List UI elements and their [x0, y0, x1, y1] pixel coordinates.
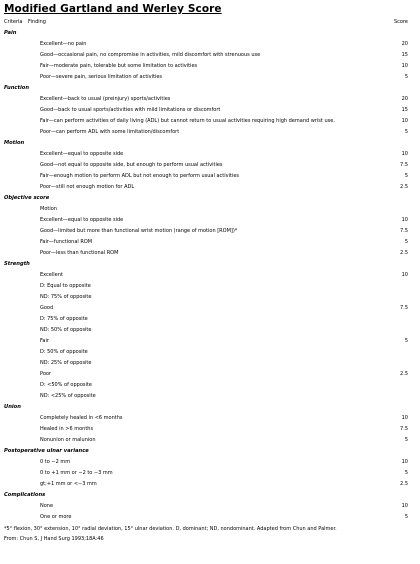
- finding-row: [4, 215, 414, 226]
- finding-text: D: 50% of opposite: [40, 349, 88, 356]
- finding-text: 0 to +1 mm or −2 to −3 mm: [40, 470, 113, 477]
- finding-text: ND: <25% of opposite: [40, 393, 96, 400]
- finding-row: [4, 105, 414, 116]
- finding-score: 10: [401, 118, 408, 125]
- finding-text: gt;+1 mm or <−3 mm: [40, 481, 97, 488]
- finding-score: 2.5: [400, 481, 408, 488]
- finding-score: 5: [404, 514, 408, 521]
- finding-row: [4, 39, 414, 50]
- finding-row: [4, 380, 414, 391]
- finding-text: Fair—moderate pain, tolerable but some limitation to activities: [40, 63, 198, 70]
- footnote: *5° flexion, 30° extension, 10° radial deviation, 15° ulnar deviation. D, dominant; ND, nondominant. Adapted from Chun and Palmer.: [4, 526, 337, 532]
- section-heading: Motion: [4, 140, 25, 146]
- finding-row: [4, 512, 414, 523]
- section-heading: Objective score: [4, 195, 50, 201]
- finding-text: Fair—functional ROM: [40, 239, 93, 246]
- finding-row: [4, 336, 414, 347]
- finding-text: Fair—enough motion to perform ADL but not enough to perform usual activities: [40, 173, 239, 180]
- finding-text: Completely healed in <6 months: [40, 415, 123, 422]
- finding-score: 10: [401, 272, 408, 279]
- finding-row: [4, 391, 414, 402]
- finding-score: 7.5: [400, 162, 408, 169]
- finding-row: [4, 270, 414, 281]
- finding-score: 7.5: [400, 305, 408, 312]
- finding-score: 5: [404, 338, 408, 345]
- finding-score: 2.5: [400, 184, 408, 191]
- finding-row: [4, 347, 414, 358]
- finding-score: 20: [401, 96, 408, 103]
- finding-text: Good—limited but more than functional wrist motion (range of motion [ROM])*: [40, 228, 238, 235]
- finding-row: [4, 50, 414, 61]
- finding-score: 5: [404, 129, 408, 136]
- section-heading: Function: [4, 85, 30, 91]
- criteria-header: Criteria: [4, 19, 23, 25]
- finding-score: 5: [404, 239, 408, 246]
- score-header: Score: [393, 19, 408, 25]
- finding-row: [4, 413, 414, 424]
- finding-text: ND: 50% of opposite: [40, 327, 92, 334]
- finding-text: D: 75% of opposite: [40, 316, 88, 323]
- finding-score: 5: [404, 437, 408, 444]
- finding-text: Excellent—equal to opposite side: [40, 151, 124, 158]
- finding-score: 10: [401, 151, 408, 158]
- score-sections: [4, 28, 414, 523]
- finding-text: Excellent—equal to opposite side: [40, 217, 124, 224]
- finding-text: ND: 25% of opposite: [40, 360, 92, 367]
- finding-text: D: Equal to opposite: [40, 283, 91, 290]
- finding-text: Good: [40, 305, 54, 312]
- finding-score: 10: [401, 63, 408, 70]
- finding-row: [4, 237, 414, 248]
- finding-row: [4, 72, 414, 83]
- finding-text: One or more: [40, 514, 72, 521]
- finding-text: Good—occasional pain, no compromise in activities, mild discomfort with strenuous use: [40, 52, 261, 59]
- finding-text: Fair—can perform activities of daily living (ADL) but cannot return to usual activities requiring high demand wrist use.: [40, 118, 335, 125]
- finding-text: Poor—can perform ADL with some limitation/discomfort: [40, 129, 180, 136]
- section-heading: Postoperative ulnar variance: [4, 448, 89, 454]
- finding-header: Finding: [28, 19, 46, 25]
- finding-row: [4, 325, 414, 336]
- finding-row: [4, 204, 414, 215]
- finding-text: Nonunion or malunion: [40, 437, 96, 444]
- section-heading: Pain: [4, 30, 17, 36]
- finding-row: [4, 171, 414, 182]
- finding-score: 2.5: [400, 371, 408, 378]
- section-heading: Union: [4, 404, 21, 410]
- finding-score: 7.5: [400, 426, 408, 433]
- finding-score: 10: [401, 217, 408, 224]
- finding-score: 15: [401, 107, 408, 114]
- finding-text: Poor—still not enough motion for ADL: [40, 184, 135, 191]
- finding-row: [4, 314, 414, 325]
- finding-text: Poor: [40, 371, 52, 378]
- finding-row: [4, 457, 414, 468]
- finding-row: [4, 127, 414, 138]
- finding-score: 10: [401, 459, 408, 466]
- source-citation: From: Chun S, J Hand Surg 1993;18A:46: [4, 536, 104, 542]
- finding-text: None: [40, 503, 54, 510]
- finding-text: D: <50% of opposite: [40, 382, 92, 389]
- finding-score: 10: [401, 503, 408, 510]
- finding-score: 10: [401, 415, 408, 422]
- finding-score: 15: [401, 52, 408, 59]
- finding-row: [4, 435, 414, 446]
- finding-row: [4, 424, 414, 435]
- finding-score: 7.5: [400, 228, 408, 235]
- finding-text: Good—back to usual sports/activities with mild limitations or discomfort: [40, 107, 221, 114]
- finding-text: Excellent—no pain: [40, 41, 87, 48]
- section-heading: Complications: [4, 492, 46, 498]
- finding-row: [4, 358, 414, 369]
- finding-score: 5: [404, 173, 408, 180]
- finding-text: Excellent: [40, 272, 63, 279]
- finding-text: Good—not equal to opposite side, but enough to perform usual activities: [40, 162, 223, 169]
- section-heading: Strength: [4, 261, 30, 267]
- finding-score: 20: [401, 41, 408, 48]
- finding-row: [4, 281, 414, 292]
- finding-row: [4, 61, 414, 72]
- finding-text: Poor—less than functional ROM: [40, 250, 119, 257]
- finding-text: ND: 75% of opposite: [40, 294, 92, 301]
- finding-row: [4, 468, 414, 479]
- finding-text: Healed in >6 months: [40, 426, 94, 433]
- finding-score: 2.5: [400, 250, 408, 257]
- finding-row: [4, 226, 414, 237]
- finding-row: [4, 149, 414, 160]
- finding-row: [4, 248, 414, 259]
- finding-row: [4, 501, 414, 512]
- finding-row: [4, 160, 414, 171]
- finding-text: Fair: [40, 338, 49, 345]
- finding-text: Excellent—back to usual (preinjury) sports/activities: [40, 96, 171, 103]
- finding-text: 0 to −2 mm: [40, 459, 71, 466]
- column-headers: [4, 17, 414, 28]
- document-title: Modified Gartland and Werley Score: [4, 3, 222, 15]
- finding-score: 5: [404, 74, 408, 81]
- finding-score: 5: [404, 470, 408, 477]
- finding-row: [4, 369, 414, 380]
- finding-row: [4, 479, 414, 490]
- finding-row: [4, 182, 414, 193]
- finding-row: [4, 292, 414, 303]
- finding-row: [4, 303, 414, 314]
- finding-text: Motion: [40, 206, 57, 213]
- finding-row: [4, 116, 414, 127]
- finding-text: Poor—severe pain, serious limitation of activities: [40, 74, 163, 81]
- score-table-document: [4, 2, 414, 544]
- finding-row: [4, 94, 414, 105]
